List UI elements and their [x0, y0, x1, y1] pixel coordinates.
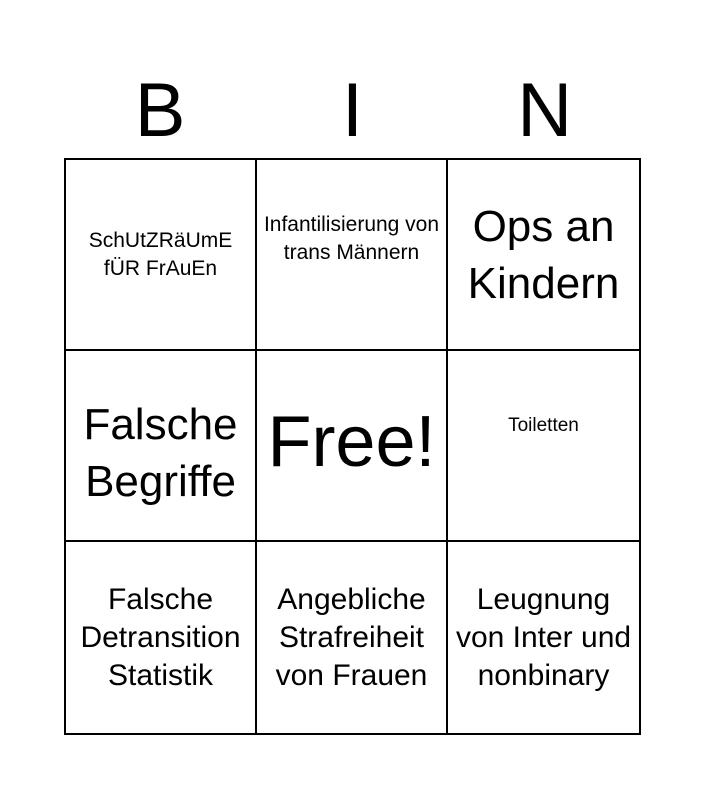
bingo-cell[interactable] [257, 160, 448, 351]
bingo-cell[interactable] [66, 542, 257, 733]
bingo-cell[interactable] [66, 160, 257, 351]
header-letter-n: N [517, 68, 573, 153]
bingo-cell[interactable] [448, 160, 639, 351]
cell-text: Falsche Detransition Statistik [80, 582, 241, 692]
cell-text: Infantilisierung von trans Männern [263, 212, 440, 264]
free-text: Free! [267, 401, 436, 482]
cell-text: Angebliche Strafreiheit von Frauen [275, 582, 428, 692]
bingo-header [64, 70, 641, 152]
cell-text: Leugnung von Inter und nonbinary [455, 582, 632, 692]
bingo-board [64, 158, 641, 735]
bingo-cell[interactable] [257, 542, 448, 733]
header-letter-i: I [341, 68, 363, 153]
cell-text: Falsche Begriffe [83, 399, 238, 506]
free-cell[interactable] [257, 351, 448, 542]
bingo-cell[interactable] [448, 542, 639, 733]
bingo-cell[interactable] [66, 351, 257, 542]
cell-text: Ops an Kindern [467, 201, 620, 308]
cell-text: SchUtZRäUmE fÜR FrAuEn [88, 228, 233, 280]
header-letter-b: B [134, 68, 186, 153]
bingo-cell[interactable] [448, 351, 639, 542]
cell-text: Toiletten [508, 414, 579, 436]
